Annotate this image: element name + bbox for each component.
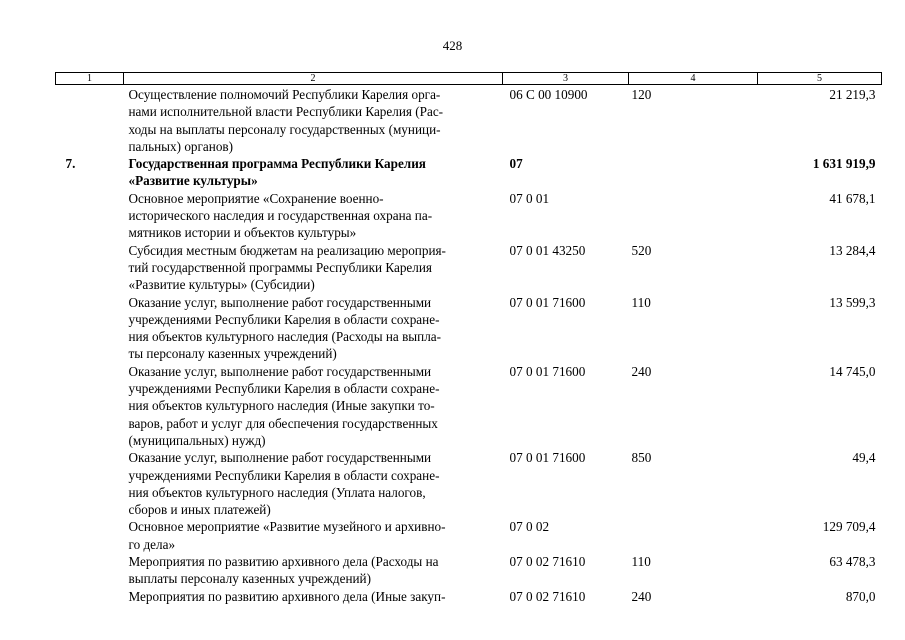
row-description <box>124 155 503 190</box>
row-expense-type: 110 <box>631 554 651 570</box>
description-line: Мероприятия по развитию архивного дела (Иные закуп- <box>128 588 446 604</box>
row-number <box>56 294 124 363</box>
page-number: 428 <box>442 38 463 53</box>
description-line: Мероприятия по развитию архивного дела (Расходы на <box>128 554 439 570</box>
table-row <box>56 85 882 156</box>
row-number <box>56 518 124 553</box>
table-row <box>56 518 882 553</box>
row-amount: 1 631 919,9 <box>812 156 876 172</box>
row-expense-type <box>629 155 758 190</box>
description-line: варов, работ и услуг для обеспечения государственных <box>128 415 438 431</box>
description-line: Основное мероприятие «Сохранение военно- <box>128 190 384 206</box>
row-number <box>56 553 124 588</box>
description-line: ты персоналу казенных учреждений) <box>128 346 337 362</box>
row-expense-type: 850 <box>631 450 652 466</box>
row-description <box>124 588 503 605</box>
row-amount: 13 599,3 <box>829 294 876 310</box>
row-amount: 14 745,0 <box>829 363 876 379</box>
description-line: (муниципальных) нужд) <box>128 432 266 448</box>
row-amount: 129 709,4 <box>822 519 876 535</box>
row-code: 07 0 01 71600 <box>509 450 586 466</box>
row-description <box>124 85 503 156</box>
table-row <box>56 242 882 294</box>
row-expense-type: 120 <box>631 87 652 102</box>
description-line: выплаты персоналу казенных учреждений) <box>128 571 372 587</box>
row-description <box>124 518 503 553</box>
description-line: Оказание услуг, выполнение работ государственными <box>128 363 432 379</box>
row-expense-type: 110 <box>631 294 651 310</box>
header-cell-5: 5 <box>758 73 882 85</box>
row-description <box>124 294 503 363</box>
row-amount: 49,4 <box>852 450 876 466</box>
row-code: 07 <box>509 156 523 172</box>
row-code: 07 0 01 43250 <box>509 242 586 258</box>
header-cell-3: 3 <box>503 73 629 85</box>
budget-table <box>55 72 882 605</box>
description-line: исторического наследия и государственная охрана па- <box>128 208 433 224</box>
description-line: тий государственной программы Республики Карелия <box>128 259 432 275</box>
row-number <box>56 85 124 156</box>
row-description <box>124 363 503 449</box>
description-line: Субсидия местным бюджетам на реализацию мероприя- <box>128 242 446 258</box>
table-body <box>56 85 882 605</box>
description-line: учреждениями Республики Карелия в области сохране- <box>128 467 440 483</box>
row-number <box>56 363 124 449</box>
row-description <box>124 553 503 588</box>
description-line: ния объектов культурного наследия (Иные закупки то- <box>128 398 435 414</box>
row-code: 07 0 01 <box>509 190 550 206</box>
table-row <box>56 588 882 605</box>
row-amount: 21 219,3 <box>829 87 876 102</box>
description-line: «Развитие культуры» (Субсидии) <box>128 277 315 293</box>
row-code: 07 0 02 <box>509 519 550 535</box>
header-cell-4: 4 <box>629 73 758 85</box>
row-number: 7. <box>65 156 76 172</box>
description-line: Основное мероприятие «Развитие музейного и архивно- <box>128 519 446 535</box>
description-line: ния объектов культурного наследия (Расходы на выпла- <box>128 329 442 345</box>
row-number <box>56 449 124 518</box>
row-code: 07 0 02 71610 <box>509 554 586 570</box>
table-row <box>56 294 882 363</box>
row-expense-type <box>629 190 758 242</box>
description-line: Оказание услуг, выполнение работ государственными <box>128 450 432 466</box>
row-amount: 13 284,4 <box>829 242 876 258</box>
header-row <box>56 73 882 85</box>
row-expense-type: 240 <box>631 588 652 604</box>
description-line: Государственная программа Республики Карелия <box>128 156 426 172</box>
header-cell-1: 1 <box>56 73 124 85</box>
row-code: 07 0 02 71610 <box>509 588 586 604</box>
description-line: нами исполнительной власти Республики Карелия (Рас- <box>128 104 444 120</box>
description-line: пальных) органов) <box>128 138 234 154</box>
description-line: мятников истории и объектов культуры» <box>128 225 357 241</box>
row-number <box>56 242 124 294</box>
table-row <box>56 155 882 190</box>
row-code: 07 0 01 71600 <box>509 294 586 310</box>
table-row <box>56 190 882 242</box>
row-expense-type: 520 <box>631 242 652 258</box>
description-line: ходы на выплаты персоналу государственных (муници- <box>128 121 441 137</box>
row-amount: 63 478,3 <box>829 554 876 570</box>
description-line: «Развитие культуры» <box>128 173 258 189</box>
description-line: учреждениями Республики Карелия в области сохране- <box>128 311 440 327</box>
row-expense-type: 240 <box>631 363 652 379</box>
row-code: 06 С 00 10900 <box>509 87 588 102</box>
row-description <box>124 449 503 518</box>
description-line: сборов и иных платежей) <box>128 502 271 518</box>
row-expense-type <box>629 518 758 553</box>
table-header <box>56 73 882 85</box>
row-amount: 41 678,1 <box>829 190 876 206</box>
row-code: 07 0 01 71600 <box>509 363 586 379</box>
table-row <box>56 363 882 449</box>
row-amount: 870,0 <box>845 588 876 604</box>
description-line: ния объектов культурного наследия (Уплата налогов, <box>128 484 426 500</box>
description-line: Осуществление полномочий Республики Карелия орга- <box>128 87 441 102</box>
header-cell-2: 2 <box>124 73 503 85</box>
row-number <box>56 588 124 605</box>
row-description <box>124 190 503 242</box>
row-description <box>124 242 503 294</box>
description-line: Оказание услуг, выполнение работ государственными <box>128 294 432 310</box>
table-row <box>56 553 882 588</box>
row-number <box>56 190 124 242</box>
description-line: го дела» <box>128 536 176 552</box>
table-row <box>56 449 882 518</box>
description-line: учреждениями Республики Карелия в области сохране- <box>128 381 440 397</box>
